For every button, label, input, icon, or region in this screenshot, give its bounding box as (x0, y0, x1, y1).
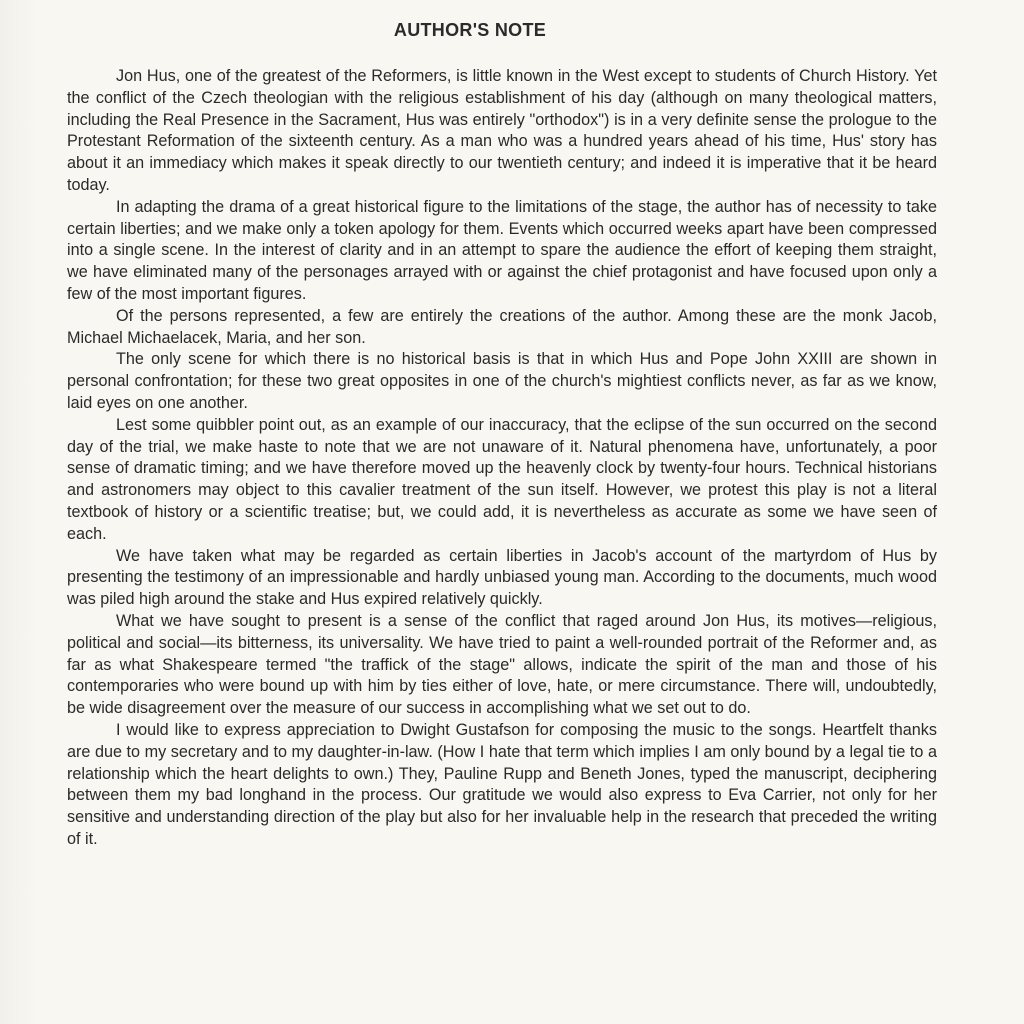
scan-edge (0, 0, 38, 1024)
paragraph-intro: Jon Hus, one of the greatest of the Reformers, is little known in the West except to students of Church History. Yet the conflict of the Czech theologian with the religious establishment of his day (although on many theological matters, including the Real Presence in the Sacrament, Hus was entirely "orthodox") is in a very definite sense the prologue to the Protestant Reformation of the sixteenth century. As a man who was a hundred years ahead of his time, Hus' story has about it an immediacy which makes it speak directly to our twentieth century; and indeed it is imperative that it be heard today. (67, 67, 937, 194)
note-body (67, 66, 937, 851)
paragraph-martyrdom: We have taken what may be regarded as certain liberties in Jacob's account of the martyrdom of Hus by presenting the testimony of an impressionable and hardly unbiased young man. According to the documents, much wood was piled high around the stake and Hus expired relatively quickly. (67, 546, 937, 609)
paragraph-eclipse: Lest some quibbler point out, as an example of our inaccuracy, that the eclipse of the sun occurred on the second day of the trial, we make haste to note that we are not unaware of it. Natural phenomena have, unfortunately, a poor sense of dramatic timing; and we have therefore moved up the heavenly clock by twenty-four hours. Technical historians and astronomers may object to this cavalier treatment of the sun itself. However, we protest this play is not a literal textbook of history or a scientific treatise; but, we could add, it is nevertheless as accurate as some we have seen of each. (67, 415, 937, 543)
paragraph-acknowledgements: I would like to express appreciation to Dwight Gustafson for composing the music to the songs. Heartfelt thanks are due to my secretary and to my daughter-in-law. (How I hate that term which implies I am only bound by a legal tie to a relationship which the heart delights to own.) They, Pauline Rupp and Beneth Jones, typed the manuscript, deciphering between them my bad longhand in the process. Our gratitude we would also express to Eva Carrier, not only for her sensitive and understanding direction of the play but also for her invaluable help in the research that preceded the writing of it. (67, 720, 937, 848)
paragraph-liberties: In adapting the drama of a great historical figure to the limitations of the stage, the author has of necessity to take certain liberties; and we make only a token apology for them. Events which occurred weeks apart have been compressed into a single scene. In the interest of clarity and in an attempt to spare the audience the effort of keeping them straight, we have eliminated many of the personages arrayed with or against the chief protagonist and have focused upon only a few of the most important figures. (67, 197, 937, 303)
paragraph-conflict: What we have sought to present is a sense of the conflict that raged around Jon Hus, its motives—religious, political and social—its bitterness, its universality. We have tried to paint a well-rounded portrait of the Reformer and, as far as what Shakespeare termed "the traffick of the stage" allows, indicate the spirit of the man and those of his contemporaries who were bound up with him by ties either of love, hate, or mere circumstance. There will, undoubtedly, be wide disagreement over the measure of our success in accomplishing what we set out to do. (67, 611, 937, 718)
paragraph-persons: Of the persons represented, a few are entirely the creations of the author. Among these are the monk Jacob, Michael Michaelacek, Maria, and her son. (67, 306, 937, 347)
paragraph-scene: The only scene for which there is no historical basis is that in which Hus and Pope John XXIII are shown in personal confrontation; for these two great opposites in one of the church's mightiest conflicts never, as far as we know, laid eyes on one another. (67, 350, 937, 412)
page-title: AUTHOR'S NOTE (393, 20, 547, 40)
